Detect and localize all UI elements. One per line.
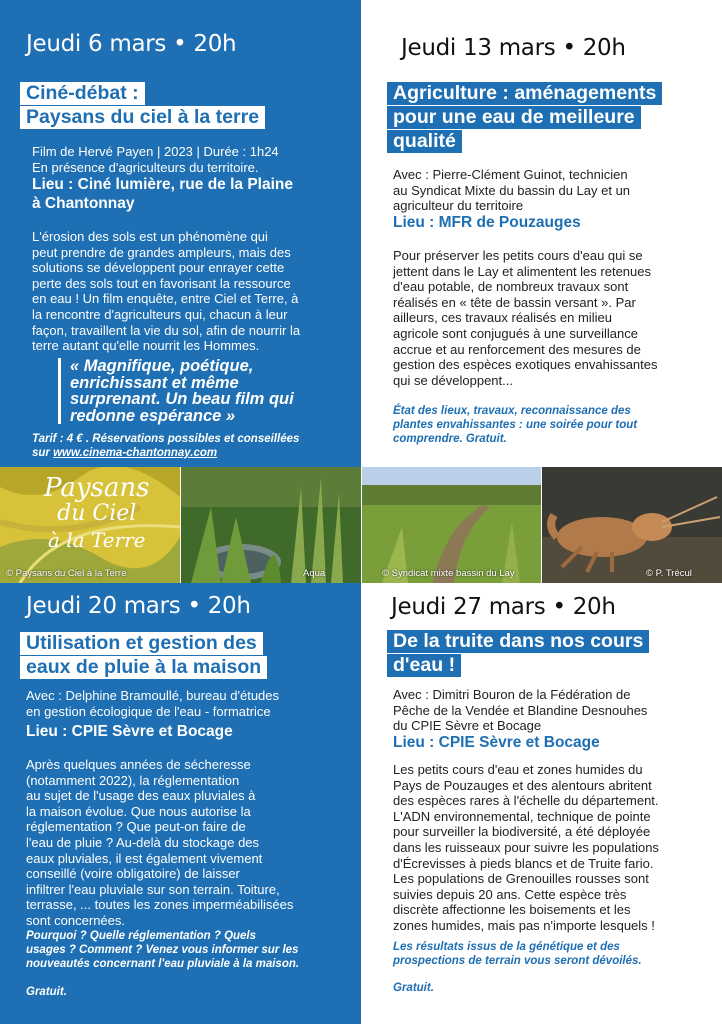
event-title bbox=[20, 632, 267, 680]
quote-line: redonne espérance » bbox=[70, 406, 236, 425]
summary-line: plantes envahissantes : une soirée pour tout bbox=[393, 419, 638, 431]
description-line: Les petits cours d'eau et zones humides du bbox=[393, 762, 643, 777]
event-location bbox=[32, 176, 293, 213]
info-line: Avec : Delphine Bramoullé, bureau d'études bbox=[26, 688, 280, 703]
description-line: perte des sols tout en favorisant la ressource bbox=[32, 275, 291, 291]
info-line: agriculteur du territoire bbox=[393, 198, 524, 214]
film-logo-line: du Ciel bbox=[57, 501, 137, 526]
event-summary bbox=[393, 404, 637, 446]
event-date: Jeudi 13 mars • 20h bbox=[401, 35, 626, 61]
summary-line: nouveautés concernant l'eau pluviale à la maison. bbox=[26, 958, 300, 970]
summary-line: prospections de terrain vous seront dévoilés. bbox=[393, 955, 642, 967]
description-line: qui se développent... bbox=[393, 372, 513, 388]
event-summary bbox=[393, 940, 642, 968]
location-line: à Chantonnay bbox=[32, 194, 135, 212]
info-line: Film de Hervé Payen | 2023 | Durée : 1h24 bbox=[32, 144, 279, 159]
event-title-line: Utilisation et gestion des bbox=[20, 632, 263, 655]
photo-stream bbox=[362, 467, 541, 583]
description-line: terrasse, ... toutes les zones imperméabilisées bbox=[26, 897, 294, 913]
description-line: accrue et au renforcement des mesures de bbox=[393, 341, 641, 357]
description-line: Après quelques années de sécheresse bbox=[26, 757, 251, 772]
description-line: réglementation ? Que peut-on faire de bbox=[26, 819, 246, 835]
gratuit-label: Gratuit. bbox=[393, 982, 434, 994]
description-line: conseillé (voire obligatoire) de laisser bbox=[26, 866, 240, 882]
description-line: d'Écrevisses à pieds blancs et de Truite fario. bbox=[393, 855, 654, 871]
tarif-info bbox=[32, 432, 299, 460]
info-line: du CPIE Sèvre et Bocage bbox=[393, 718, 542, 734]
event-info bbox=[32, 144, 279, 175]
event-title-line: d'eau ! bbox=[387, 654, 461, 677]
description-line: pour surveiller la biodiversité, a été déployée bbox=[393, 824, 651, 840]
description-line: dans les ruisseaux pour suivre les populations bbox=[393, 839, 659, 855]
info-line: Avec : Pierre-Clément Guinot, technicien bbox=[393, 167, 628, 182]
description-line: ailleurs, ces travaux réalisés en milieu bbox=[393, 310, 612, 326]
garden-photo-image bbox=[181, 467, 361, 583]
description-line: réalisés en « tête de bassin versant ». Par bbox=[393, 294, 636, 310]
event-info bbox=[393, 687, 647, 734]
summary-line: Les résultats issus de la génétique et des bbox=[393, 941, 620, 953]
description-line: peut prendre de grandes ampleurs, mais des bbox=[32, 244, 291, 260]
event-title bbox=[20, 82, 265, 130]
description-line: des espèces rares à l'échelle du département. bbox=[393, 793, 659, 809]
info-line: au Syndicat Mixte du bassin du Lay et un bbox=[393, 182, 631, 198]
event-description bbox=[393, 762, 659, 934]
film-logo-line: Paysans bbox=[44, 473, 150, 503]
photo-caption: © P. Trécul bbox=[646, 568, 692, 579]
event-title-line: De la truite dans nos cours bbox=[387, 630, 649, 653]
event-date: Jeudi 6 mars • 20h bbox=[26, 31, 237, 57]
description-line: (notamment 2022), la réglementation bbox=[26, 772, 240, 788]
description-line: jettent dans le Lay et alimentent les retenues bbox=[393, 263, 651, 279]
event-panel-6-mars bbox=[0, 0, 361, 467]
description-line: L'ADN environnemental, technique de pointe bbox=[393, 808, 651, 824]
event-description bbox=[26, 757, 293, 929]
tarif-prefix: sur bbox=[32, 447, 54, 459]
film-quote bbox=[70, 358, 294, 424]
info-line: En présence d'agriculteurs du territoire. bbox=[32, 159, 259, 175]
description-line: la rencontre d'agriculteurs qui, chacun à leur bbox=[32, 306, 288, 322]
description-line: sont concernées. bbox=[26, 912, 126, 928]
description-line: la maison évolue. Que nous autorise la bbox=[26, 803, 251, 819]
description-line: en eau ! Un film enquête, entre Ciel et Terre, à bbox=[32, 291, 299, 307]
event-title bbox=[387, 82, 662, 154]
location-line: Lieu : CPIE Sèvre et Bocage bbox=[393, 734, 600, 751]
location-line: Lieu : CPIE Sèvre et Bocage bbox=[26, 723, 233, 740]
description-line: Les populations de Grenouilles rousses sont bbox=[393, 871, 649, 887]
info-line: Pêche de la Vendée et Blandine Desnouhes bbox=[393, 702, 648, 718]
location-line: Lieu : Ciné lumière, rue de la Plaine bbox=[32, 176, 293, 193]
event-description bbox=[32, 229, 300, 354]
event-info bbox=[393, 167, 630, 214]
event-title-line: eaux de pluie à la maison bbox=[20, 656, 267, 679]
stream-photo-image bbox=[362, 467, 541, 583]
event-summary bbox=[26, 929, 299, 971]
description-line: eaux pluviales, il est également vivement bbox=[26, 850, 263, 866]
tarif-line: Tarif : 4 € . Réservations possibles et conseillées bbox=[32, 433, 300, 445]
summary-line: Pourquoi ? Quelle réglementation ? Quels bbox=[26, 930, 257, 942]
description-line: discrète affectionne les boisements et les bbox=[393, 902, 631, 918]
event-panel-20-mars bbox=[0, 583, 361, 1024]
photo-caption: Aqua bbox=[303, 568, 326, 579]
crayfish-photo-image bbox=[542, 467, 722, 583]
quote-line: surprenant. Un beau film qui bbox=[70, 390, 294, 408]
description-line: Pour préserver les petits cours d'eau qui se bbox=[393, 248, 643, 263]
event-title-line: Ciné-débat : bbox=[20, 82, 145, 105]
description-line: gestion des espèces exotiques envahissantes bbox=[393, 357, 658, 373]
photo-caption: © Syndicat mixte bassin du Lay bbox=[382, 568, 515, 579]
event-panel-27-mars bbox=[361, 583, 722, 1024]
event-location bbox=[26, 723, 233, 742]
description-line: zones humides, mais pas n'importe lesquels ! bbox=[393, 917, 655, 933]
info-line: Avec : Dimitri Bouron de la Fédération de bbox=[393, 687, 631, 702]
film-logo-line: à la Terre bbox=[47, 528, 146, 552]
photo-crayfish bbox=[542, 467, 722, 583]
event-title bbox=[387, 630, 649, 678]
description-line: Pays de Pouzauges et des alentours abritent bbox=[393, 777, 652, 793]
event-info bbox=[26, 688, 279, 719]
cinema-website-link[interactable]: www.cinema-chantonnay.com bbox=[53, 447, 218, 459]
info-line: en gestion écologique de l'eau - formatrice bbox=[26, 703, 271, 719]
quote-line: enrichissant et même bbox=[70, 373, 239, 392]
event-date: Jeudi 27 mars • 20h bbox=[391, 594, 616, 620]
description-line: agricole sont conjugués à une surveillance bbox=[393, 325, 638, 341]
photo-caption: © Paysans du Ciel à la Terre bbox=[6, 568, 127, 579]
description-line: façon, travaillent la vie du sol, afin de nourrir la bbox=[32, 322, 301, 338]
event-title-line: qualité bbox=[387, 130, 462, 153]
event-panel-13-mars bbox=[361, 0, 722, 467]
description-line: d'eau potable, de nombreux travaux sont bbox=[393, 279, 629, 295]
description-line: infiltrer l'eau pluviale sur son terrain. Toiture, bbox=[26, 881, 280, 897]
quote-bar bbox=[58, 358, 61, 424]
gratuit-label: Gratuit. bbox=[26, 986, 67, 998]
description-line: terre autant qu'elle nourrit les Hommes. bbox=[32, 338, 260, 354]
photo-garden bbox=[181, 467, 361, 583]
summary-line: usages ? Comment ? Venez vous informer sur les bbox=[26, 944, 299, 956]
summary-line: État des lieux, travaux, reconnaissance des bbox=[393, 405, 631, 417]
event-description bbox=[393, 248, 658, 388]
description-line: solutions se développent pour enrayer cette bbox=[32, 260, 285, 276]
quote-line: « Magnifique, poétique, bbox=[70, 357, 254, 375]
photo-film-poster bbox=[0, 467, 180, 583]
event-title-line: Paysans du ciel à la terre bbox=[20, 106, 265, 129]
description-line: au sujet de l'usage des eaux pluviales à bbox=[26, 788, 256, 804]
event-location bbox=[393, 734, 600, 753]
event-title-line: pour une eau de meilleure bbox=[387, 106, 641, 129]
description-line: suivies depuis 20 ans. Cette espèce très bbox=[393, 886, 627, 902]
film-logo bbox=[44, 475, 149, 553]
event-date: Jeudi 20 mars • 20h bbox=[26, 593, 251, 619]
description-line: l'eau de pluie ? Au-delà du stockage des bbox=[26, 834, 260, 850]
summary-line: comprendre. Gratuit. bbox=[393, 433, 507, 445]
description-line: L'érosion des sols est un phénomène qui bbox=[32, 229, 268, 244]
location-line: Lieu : MFR de Pouzauges bbox=[393, 214, 581, 231]
event-title-line: Agriculture : aménagements bbox=[387, 82, 662, 105]
event-location bbox=[393, 214, 581, 233]
